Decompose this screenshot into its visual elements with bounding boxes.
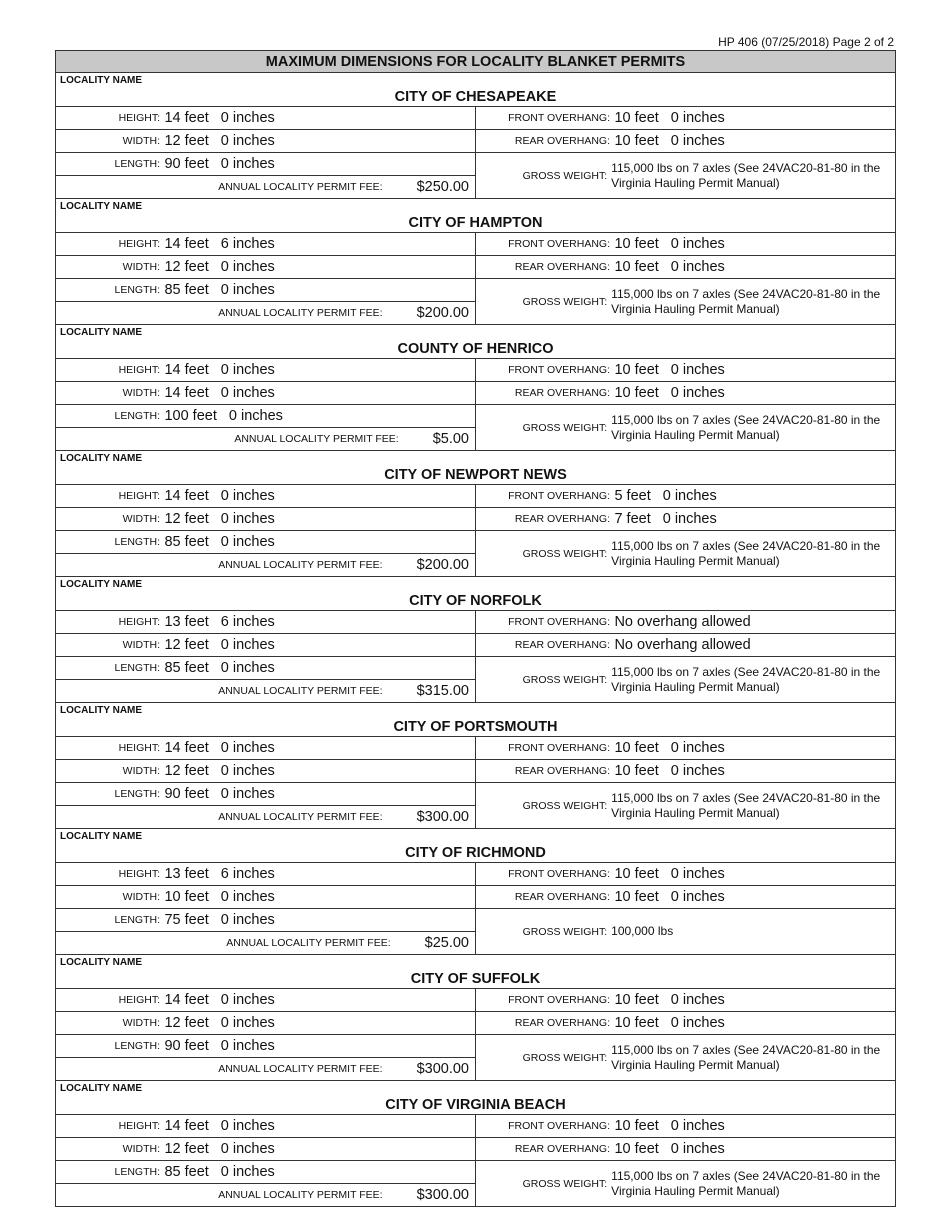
locality-name: CITY OF NEWPORT NEWS <box>384 467 567 483</box>
height-label: HEIGHT: <box>118 1119 160 1132</box>
height-label: HEIGHT: <box>118 111 160 124</box>
width-label: WIDTH: <box>122 1016 160 1029</box>
length-cell <box>56 909 476 932</box>
height-inches: 6 inches <box>220 235 275 252</box>
height-label: HEIGHT: <box>118 867 160 880</box>
width-inches: 0 inches <box>220 258 275 275</box>
length-feet: 85 feet <box>164 1163 209 1180</box>
width-feet: 12 feet <box>164 510 209 527</box>
rear-overhang-cell <box>476 508 896 531</box>
gross-weight-label: GROSS WEIGHT: <box>522 169 608 182</box>
width-label: WIDTH: <box>122 890 160 903</box>
rear-overhang-feet: 10 feet <box>614 762 659 779</box>
height-label: HEIGHT: <box>118 489 160 502</box>
width-cell <box>56 508 476 531</box>
height-inches: 0 inches <box>220 361 275 378</box>
length-label: LENGTH: <box>114 157 160 170</box>
width-cell <box>56 760 476 783</box>
locality-name: CITY OF PORTSMOUTH <box>393 719 558 735</box>
length-cell <box>56 1035 476 1058</box>
length-inches: 0 inches <box>220 281 275 298</box>
rear-overhang-inches: 0 inches <box>670 384 725 401</box>
height-feet: 14 feet <box>164 487 209 504</box>
rear-overhang-feet: 10 feet <box>614 132 659 149</box>
height-label: HEIGHT: <box>118 741 160 754</box>
length-label: LENGTH: <box>114 913 160 926</box>
fee-cell <box>56 1058 476 1081</box>
length-label: LENGTH: <box>114 283 160 296</box>
length-cell <box>56 1161 476 1184</box>
width-cell <box>56 1012 476 1035</box>
height-inches: 0 inches <box>220 991 275 1008</box>
fee-cell <box>56 680 476 703</box>
locality-header <box>56 1081 896 1115</box>
length-label: LENGTH: <box>114 787 160 800</box>
length-inches: 0 inches <box>220 155 275 172</box>
permit-dimensions-table <box>55 50 896 1207</box>
length-feet: 90 feet <box>164 1037 209 1054</box>
width-cell <box>56 1138 476 1161</box>
table-title: MAXIMUM DIMENSIONS FOR LOCALITY BLANKET PERMITS <box>56 51 896 73</box>
fee-label: ANNUAL LOCALITY PERMIT FEE: <box>218 1189 383 1201</box>
width-label: WIDTH: <box>122 134 160 147</box>
rear-overhang-inches: 0 inches <box>662 510 717 527</box>
height-feet: 14 feet <box>164 109 209 126</box>
fee-value: $200.00 <box>416 305 469 321</box>
front-overhang-label: FRONT OVERHANG: <box>508 363 610 376</box>
front-overhang-cell <box>476 611 896 634</box>
height-cell <box>56 611 476 634</box>
height-inches: 6 inches <box>220 613 275 630</box>
rear-overhang-label: REAR OVERHANG: <box>514 512 610 525</box>
height-feet: 14 feet <box>164 235 209 252</box>
gross-weight-cell <box>476 1035 896 1081</box>
locality-header <box>56 703 896 737</box>
front-overhang-inches: 0 inches <box>670 865 725 882</box>
rear-overhang-label: REAR OVERHANG: <box>514 134 610 147</box>
length-feet: 85 feet <box>164 533 209 550</box>
locality-header <box>56 73 896 107</box>
width-label: WIDTH: <box>122 764 160 777</box>
height-cell <box>56 989 476 1012</box>
width-cell <box>56 382 476 405</box>
height-cell <box>56 107 476 130</box>
locality-header <box>56 325 896 359</box>
fee-cell <box>56 554 476 577</box>
gross-weight-cell <box>476 405 896 451</box>
locality-header <box>56 199 896 233</box>
locality-name-label: LOCALITY NAME <box>60 705 143 716</box>
length-cell <box>56 279 476 302</box>
front-overhang-feet: 10 feet <box>614 235 659 252</box>
width-cell <box>56 130 476 153</box>
gross-weight-label: GROSS WEIGHT: <box>522 295 608 308</box>
width-feet: 12 feet <box>164 1140 209 1157</box>
gross-weight-label: GROSS WEIGHT: <box>522 547 608 560</box>
front-overhang-feet: 5 feet <box>614 487 651 504</box>
width-feet: 12 feet <box>164 258 209 275</box>
width-label: WIDTH: <box>122 638 160 651</box>
rear-overhang-label: REAR OVERHANG: <box>514 386 610 399</box>
length-inches: 0 inches <box>220 911 275 928</box>
width-inches: 0 inches <box>220 510 275 527</box>
rear-overhang-label: REAR OVERHANG: <box>514 890 610 903</box>
locality-name-label: LOCALITY NAME <box>60 327 143 338</box>
front-overhang-label: FRONT OVERHANG: <box>508 489 610 502</box>
gross-weight-value: 115,000 lbs on 7 axles (See 24VAC20-81-80 in the Virginia Hauling Permit Manual) <box>611 1168 881 1198</box>
gross-weight-label: GROSS WEIGHT: <box>522 1051 608 1064</box>
height-feet: 14 feet <box>164 739 209 756</box>
front-overhang-feet: No overhang allowed <box>614 613 751 630</box>
fee-cell <box>56 428 476 451</box>
length-feet: 85 feet <box>164 281 209 298</box>
front-overhang-cell <box>476 989 896 1012</box>
length-label: LENGTH: <box>114 1039 160 1052</box>
locality-name: CITY OF SUFFOLK <box>410 971 541 987</box>
locality-name: CITY OF CHESAPEAKE <box>394 89 557 105</box>
fee-cell <box>56 806 476 829</box>
width-feet: 12 feet <box>164 1014 209 1031</box>
width-feet: 10 feet <box>164 888 209 905</box>
height-cell <box>56 737 476 760</box>
rear-overhang-feet: 10 feet <box>614 888 659 905</box>
gross-weight-value: 100,000 lbs <box>611 924 674 938</box>
gross-weight-value: 115,000 lbs on 7 axles (See 24VAC20-81-80 in the Virginia Hauling Permit Manual) <box>611 538 881 568</box>
fee-label: ANNUAL LOCALITY PERMIT FEE: <box>218 181 383 193</box>
front-overhang-cell <box>476 107 896 130</box>
fee-value: $5.00 <box>432 431 469 447</box>
front-overhang-label: FRONT OVERHANG: <box>508 237 610 250</box>
fee-cell <box>56 176 476 199</box>
width-feet: 14 feet <box>164 384 209 401</box>
gross-weight-label: GROSS WEIGHT: <box>522 1177 608 1190</box>
locality-name-label: LOCALITY NAME <box>60 1083 143 1094</box>
height-cell <box>56 863 476 886</box>
length-inches: 0 inches <box>220 1037 275 1054</box>
front-overhang-inches: 0 inches <box>670 739 725 756</box>
front-overhang-feet: 10 feet <box>614 1117 659 1134</box>
length-label: LENGTH: <box>114 661 160 674</box>
width-label: WIDTH: <box>122 260 160 273</box>
gross-weight-cell <box>476 657 896 703</box>
fee-label: ANNUAL LOCALITY PERMIT FEE: <box>218 811 383 823</box>
rear-overhang-cell <box>476 760 896 783</box>
locality-name-label: LOCALITY NAME <box>60 75 143 86</box>
front-overhang-inches: 0 inches <box>670 1117 725 1134</box>
front-overhang-cell <box>476 1115 896 1138</box>
fee-label: ANNUAL LOCALITY PERMIT FEE: <box>218 1063 383 1075</box>
rear-overhang-label: REAR OVERHANG: <box>514 260 610 273</box>
height-cell <box>56 485 476 508</box>
locality-header <box>56 955 896 989</box>
gross-weight-cell <box>476 1161 896 1207</box>
fee-label: ANNUAL LOCALITY PERMIT FEE: <box>218 685 383 697</box>
rear-overhang-feet: 7 feet <box>614 510 651 527</box>
gross-weight-cell <box>476 909 896 955</box>
front-overhang-inches: 0 inches <box>662 487 717 504</box>
gross-weight-value: 115,000 lbs on 7 axles (See 24VAC20-81-80 in the Virginia Hauling Permit Manual) <box>611 412 881 442</box>
locality-header <box>56 577 896 611</box>
front-overhang-label: FRONT OVERHANG: <box>508 741 610 754</box>
length-inches: 0 inches <box>220 533 275 550</box>
width-inches: 0 inches <box>220 384 275 401</box>
width-inches: 0 inches <box>220 636 275 653</box>
fee-cell <box>56 1184 476 1207</box>
rear-overhang-inches: 0 inches <box>670 888 725 905</box>
rear-overhang-feet: No overhang allowed <box>614 636 751 653</box>
width-label: WIDTH: <box>122 1142 160 1155</box>
width-cell <box>56 634 476 657</box>
locality-header <box>56 451 896 485</box>
fee-cell <box>56 932 476 955</box>
rear-overhang-inches: 0 inches <box>670 1140 725 1157</box>
rear-overhang-feet: 10 feet <box>614 1014 659 1031</box>
gross-weight-cell <box>476 153 896 199</box>
rear-overhang-cell <box>476 130 896 153</box>
rear-overhang-inches: 0 inches <box>670 258 725 275</box>
rear-overhang-cell <box>476 382 896 405</box>
fee-value: $315.00 <box>416 683 469 699</box>
rear-overhang-feet: 10 feet <box>614 1140 659 1157</box>
length-inches: 0 inches <box>220 785 275 802</box>
height-inches: 0 inches <box>220 487 275 504</box>
height-feet: 14 feet <box>164 1117 209 1134</box>
height-inches: 0 inches <box>220 1117 275 1134</box>
rear-overhang-feet: 10 feet <box>614 258 659 275</box>
rear-overhang-cell <box>476 1012 896 1035</box>
length-feet: 85 feet <box>164 659 209 676</box>
front-overhang-label: FRONT OVERHANG: <box>508 111 610 124</box>
rear-overhang-cell <box>476 1138 896 1161</box>
front-overhang-label: FRONT OVERHANG: <box>508 1119 610 1132</box>
length-inches: 0 inches <box>220 1163 275 1180</box>
length-label: LENGTH: <box>114 1165 160 1178</box>
front-overhang-cell <box>476 485 896 508</box>
locality-name-label: LOCALITY NAME <box>60 957 143 968</box>
length-feet: 90 feet <box>164 155 209 172</box>
rear-overhang-cell <box>476 886 896 909</box>
fee-label: ANNUAL LOCALITY PERMIT FEE: <box>226 937 391 949</box>
width-feet: 12 feet <box>164 132 209 149</box>
rear-overhang-inches: 0 inches <box>670 762 725 779</box>
locality-name-label: LOCALITY NAME <box>60 579 143 590</box>
fee-label: ANNUAL LOCALITY PERMIT FEE: <box>234 433 399 445</box>
height-label: HEIGHT: <box>118 237 160 250</box>
length-feet: 75 feet <box>164 911 209 928</box>
length-inches: 0 inches <box>220 659 275 676</box>
gross-weight-cell <box>476 783 896 829</box>
height-cell <box>56 1115 476 1138</box>
length-cell <box>56 531 476 554</box>
width-cell <box>56 256 476 279</box>
width-feet: 12 feet <box>164 636 209 653</box>
length-inches: 0 inches <box>228 407 283 424</box>
gross-weight-cell <box>476 531 896 577</box>
locality-name: CITY OF HAMPTON <box>408 215 543 231</box>
locality-name: CITY OF NORFOLK <box>409 593 542 609</box>
height-label: HEIGHT: <box>118 615 160 628</box>
width-inches: 0 inches <box>220 1014 275 1031</box>
width-inches: 0 inches <box>220 762 275 779</box>
front-overhang-feet: 10 feet <box>614 109 659 126</box>
length-feet: 90 feet <box>164 785 209 802</box>
height-inches: 0 inches <box>220 109 275 126</box>
front-overhang-feet: 10 feet <box>614 991 659 1008</box>
gross-weight-label: GROSS WEIGHT: <box>522 421 608 434</box>
width-cell <box>56 886 476 909</box>
height-feet: 14 feet <box>164 991 209 1008</box>
fee-value: $300.00 <box>416 1061 469 1077</box>
fee-value: $300.00 <box>416 1187 469 1203</box>
length-label: LENGTH: <box>114 409 160 422</box>
locality-name: COUNTY OF HENRICO <box>397 341 554 357</box>
width-inches: 0 inches <box>220 1140 275 1157</box>
front-overhang-feet: 10 feet <box>614 739 659 756</box>
front-overhang-cell <box>476 233 896 256</box>
height-inches: 6 inches <box>220 865 275 882</box>
height-cell <box>56 233 476 256</box>
width-feet: 12 feet <box>164 762 209 779</box>
width-inches: 0 inches <box>220 132 275 149</box>
fee-value: $300.00 <box>416 809 469 825</box>
width-label: WIDTH: <box>122 512 160 525</box>
length-cell <box>56 153 476 176</box>
rear-overhang-inches: 0 inches <box>670 1014 725 1031</box>
rear-overhang-feet: 10 feet <box>614 384 659 401</box>
front-overhang-inches: 0 inches <box>670 991 725 1008</box>
locality-name-label: LOCALITY NAME <box>60 201 143 212</box>
locality-name: CITY OF RICHMOND <box>405 845 546 861</box>
gross-weight-cell <box>476 279 896 325</box>
locality-name-label: LOCALITY NAME <box>60 831 143 842</box>
rear-overhang-label: REAR OVERHANG: <box>514 638 610 651</box>
front-overhang-label: FRONT OVERHANG: <box>508 615 610 628</box>
front-overhang-inches: 0 inches <box>670 235 725 252</box>
fee-label: ANNUAL LOCALITY PERMIT FEE: <box>218 559 383 571</box>
gross-weight-value: 115,000 lbs on 7 axles (See 24VAC20-81-80 in the Virginia Hauling Permit Manual) <box>611 160 881 190</box>
height-feet: 13 feet <box>164 865 209 882</box>
front-overhang-cell <box>476 863 896 886</box>
front-overhang-feet: 10 feet <box>614 865 659 882</box>
gross-weight-label: GROSS WEIGHT: <box>522 673 608 686</box>
length-label: LENGTH: <box>114 535 160 548</box>
rear-overhang-inches: 0 inches <box>670 132 725 149</box>
rear-overhang-cell <box>476 256 896 279</box>
height-inches: 0 inches <box>220 739 275 756</box>
gross-weight-label: GROSS WEIGHT: <box>522 925 608 938</box>
fee-value: $250.00 <box>416 179 469 195</box>
fee-value: $25.00 <box>424 935 469 951</box>
length-feet: 100 feet <box>164 407 217 424</box>
rear-overhang-label: REAR OVERHANG: <box>514 1142 610 1155</box>
rear-overhang-label: REAR OVERHANG: <box>514 764 610 777</box>
length-cell <box>56 405 476 428</box>
gross-weight-value: 115,000 lbs on 7 axles (See 24VAC20-81-80 in the Virginia Hauling Permit Manual) <box>611 664 881 694</box>
gross-weight-value: 115,000 lbs on 7 axles (See 24VAC20-81-80 in the Virginia Hauling Permit Manual) <box>611 286 881 316</box>
fee-cell <box>56 302 476 325</box>
width-inches: 0 inches <box>220 888 275 905</box>
fee-label: ANNUAL LOCALITY PERMIT FEE: <box>218 307 383 319</box>
locality-name: CITY OF VIRGINIA BEACH <box>385 1097 566 1113</box>
gross-weight-label: GROSS WEIGHT: <box>522 799 608 812</box>
height-feet: 14 feet <box>164 361 209 378</box>
front-overhang-cell <box>476 737 896 760</box>
height-cell <box>56 359 476 382</box>
fee-value: $200.00 <box>416 557 469 573</box>
length-cell <box>56 783 476 806</box>
width-label: WIDTH: <box>122 386 160 399</box>
front-overhang-feet: 10 feet <box>614 361 659 378</box>
front-overhang-label: FRONT OVERHANG: <box>508 867 610 880</box>
rear-overhang-label: REAR OVERHANG: <box>514 1016 610 1029</box>
length-cell <box>56 657 476 680</box>
rear-overhang-cell <box>476 634 896 657</box>
gross-weight-value: 115,000 lbs on 7 axles (See 24VAC20-81-80 in the Virginia Hauling Permit Manual) <box>611 790 881 820</box>
front-overhang-cell <box>476 359 896 382</box>
height-label: HEIGHT: <box>118 993 160 1006</box>
locality-name-label: LOCALITY NAME <box>60 453 143 464</box>
front-overhang-inches: 0 inches <box>670 361 725 378</box>
height-label: HEIGHT: <box>118 363 160 376</box>
front-overhang-inches: 0 inches <box>670 109 725 126</box>
height-feet: 13 feet <box>164 613 209 630</box>
form-number: HP 406 (07/25/2018) Page 2 of 2 <box>718 35 894 49</box>
front-overhang-label: FRONT OVERHANG: <box>508 993 610 1006</box>
gross-weight-value: 115,000 lbs on 7 axles (See 24VAC20-81-80 in the Virginia Hauling Permit Manual) <box>611 1042 881 1072</box>
locality-header <box>56 829 896 863</box>
